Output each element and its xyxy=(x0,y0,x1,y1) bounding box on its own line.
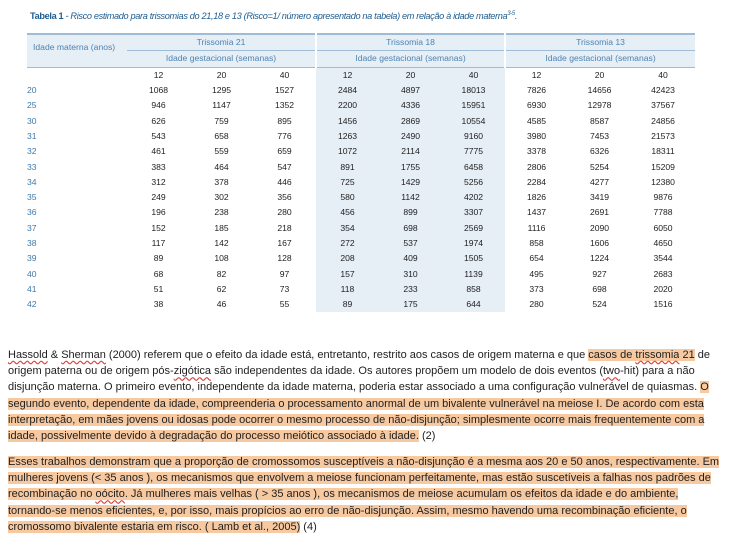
value-cell: 1263 xyxy=(316,129,379,144)
value-cell: 446 xyxy=(277,176,292,187)
risk-table xyxy=(27,33,695,312)
table-row xyxy=(27,144,695,159)
value-cell: 1139 xyxy=(442,266,505,281)
age-cell: 34 xyxy=(27,176,37,187)
value-cell: 2020 xyxy=(653,283,673,294)
table-row xyxy=(27,251,695,266)
value-cell: 1974 xyxy=(442,236,505,251)
text-run: de origem paterna ou de origem pós- xyxy=(8,349,710,378)
value-cell: 7826 xyxy=(526,85,547,96)
age-cell: 31 xyxy=(27,130,37,141)
value-cell: 409 xyxy=(379,251,442,266)
week-header: 40 xyxy=(442,67,505,83)
value-cell: 280 xyxy=(529,299,544,310)
table-row xyxy=(27,175,695,190)
value-cell: 580 xyxy=(316,190,379,205)
table-row xyxy=(27,282,695,297)
value-cell: 776 xyxy=(277,130,292,141)
value-cell: 24856 xyxy=(651,115,675,126)
age-cell: 20 xyxy=(27,85,37,96)
value-cell: 6326 xyxy=(589,146,610,157)
value-cell: 2691 xyxy=(589,207,610,218)
value-cell: 2683 xyxy=(653,268,673,279)
value-cell: 2114 xyxy=(379,144,442,159)
table-row xyxy=(27,129,695,144)
author-sherman: Sherman xyxy=(61,349,106,361)
value-cell: 18013 xyxy=(442,83,505,98)
text-run: são independentes da idade. Os autores propõem um modelo de dois eventos ( xyxy=(211,365,603,378)
value-cell: 128 xyxy=(277,253,292,264)
group-header-trissomia-13: Trissomia 13 xyxy=(505,34,695,51)
value-cell: 1437 xyxy=(526,207,547,218)
week-header: 20 xyxy=(379,67,442,83)
text-run: & xyxy=(47,349,62,361)
age-cell: 42 xyxy=(27,299,37,310)
value-cell: 899 xyxy=(379,205,442,220)
table-caption-refs: 3-5 xyxy=(507,11,515,17)
value-cell: 524 xyxy=(592,299,607,310)
value-cell: 895 xyxy=(277,115,292,126)
value-cell: 4897 xyxy=(379,83,442,98)
value-cell: 12380 xyxy=(651,176,675,187)
value-cell: 7775 xyxy=(442,144,505,159)
subheader-gestational-age-18: Idade gestacional (semanas) xyxy=(316,51,505,67)
value-cell: 4202 xyxy=(442,190,505,205)
value-cell: 51 xyxy=(153,283,164,294)
value-cell: 3980 xyxy=(526,130,547,141)
value-cell: 4650 xyxy=(653,238,673,248)
paragraph-1 xyxy=(8,347,722,444)
highlight-run: Esses trabalhos demonstram que a proporção de cromossomos susceptíveis a não-disjunção é a mesma aos 20 e 50 anos, respectivamente. Em mulheres jovens (< 35 anos ), os mecanismos que envolvem a meiose funcionam perfeitamente, mas estão suscetíveis a falhas nos padrões de recombinação no xyxy=(8,456,720,501)
value-cell: 5256 xyxy=(442,175,505,190)
value-cell: 14656 xyxy=(587,85,612,96)
table-caption-label: Tabela 1 xyxy=(30,11,64,22)
word-two: two xyxy=(603,365,621,378)
value-cell: 117 xyxy=(151,238,166,248)
value-cell: 759 xyxy=(214,115,229,126)
highlight-run: casos de xyxy=(588,349,636,361)
value-cell: 310 xyxy=(379,266,442,281)
value-cell: 2484 xyxy=(316,83,379,98)
age-cell: 38 xyxy=(27,238,37,248)
value-cell: 89 xyxy=(153,253,164,264)
value-cell: 6458 xyxy=(442,159,505,174)
value-cell: 249 xyxy=(151,192,166,203)
value-cell: 196 xyxy=(151,207,166,218)
value-cell: 1116 xyxy=(527,222,546,233)
value-cell: 108 xyxy=(214,253,229,264)
age-cell: 40 xyxy=(27,268,37,279)
week-header: 12 xyxy=(316,67,379,83)
table-row xyxy=(27,98,695,113)
week-header: 40 xyxy=(279,69,290,80)
value-cell: 9160 xyxy=(442,129,505,144)
value-cell: 2806 xyxy=(526,161,547,172)
value-cell: 1352 xyxy=(274,100,295,111)
value-cell: 55 xyxy=(279,299,290,310)
highlight-run: O segundo evento, dependente da idade, compreenderia o processamento anormal de um bivalente vulnerável na meiose I. De acordo com esta interpretação, em mães jovens ou idosas pode ocorrer o mesmo processo de não-disjunção; simplesmente ocorre mais frequentemente com a idade, possivelmente devido à degradação do processo meiótico associado à idade. xyxy=(8,381,709,443)
value-cell: 185 xyxy=(214,222,229,233)
week-header: 12 xyxy=(153,69,164,80)
value-cell: 312 xyxy=(151,176,166,187)
value-cell: 7788 xyxy=(653,207,673,218)
value-cell: 1142 xyxy=(379,190,442,205)
value-cell: 547 xyxy=(277,161,292,172)
table-row xyxy=(27,221,695,236)
week-header: 40 xyxy=(658,69,668,80)
value-cell: 97 xyxy=(279,268,290,279)
value-cell: 559 xyxy=(214,146,229,157)
value-cell: 280 xyxy=(277,207,292,218)
value-cell: 142 xyxy=(214,238,229,248)
value-cell: 38 xyxy=(153,299,164,310)
value-cell: 68 xyxy=(153,268,164,279)
word-oocito: oócito xyxy=(95,488,125,501)
value-cell: 272 xyxy=(316,236,379,251)
value-cell: 1068 xyxy=(148,85,169,96)
value-cell: 2490 xyxy=(379,129,442,144)
value-cell: 62 xyxy=(216,283,227,294)
subheader-gestational-age-13: Idade gestacional (semanas) xyxy=(505,51,695,67)
value-cell: 82 xyxy=(216,268,227,279)
value-cell: 175 xyxy=(379,297,442,312)
risk-table-body xyxy=(27,83,695,312)
age-cell: 41 xyxy=(27,283,37,294)
value-cell: 626 xyxy=(151,115,166,126)
value-cell: 4336 xyxy=(379,98,442,113)
highlight-run: trissomia xyxy=(635,349,680,361)
value-cell: 73 xyxy=(279,283,290,294)
age-cell: 25 xyxy=(27,100,37,111)
value-cell: 644 xyxy=(442,297,505,312)
value-cell: 157 xyxy=(316,266,379,281)
value-cell: 42423 xyxy=(651,85,675,96)
value-cell: 21573 xyxy=(651,130,675,141)
value-cell: 6930 xyxy=(526,100,547,111)
value-cell: 1527 xyxy=(274,85,295,96)
value-cell: 9876 xyxy=(653,192,673,203)
reference: (2) xyxy=(418,430,436,443)
paragraph-2 xyxy=(8,454,722,535)
value-cell: 2200 xyxy=(316,98,379,113)
week-header: 20 xyxy=(216,69,227,80)
value-cell: 1295 xyxy=(211,85,232,96)
value-cell: 18311 xyxy=(651,146,675,157)
value-cell: 1755 xyxy=(379,159,442,174)
value-cell: 927 xyxy=(592,268,607,279)
value-cell: 2869 xyxy=(379,113,442,128)
age-cell: 35 xyxy=(27,192,37,203)
value-cell: 1505 xyxy=(442,251,505,266)
value-cell: 1147 xyxy=(212,100,231,111)
value-cell: 6050 xyxy=(653,222,673,233)
age-cell: 39 xyxy=(27,253,37,264)
value-cell: 354 xyxy=(316,221,379,236)
value-cell: 461 xyxy=(151,146,166,157)
value-cell: 891 xyxy=(316,159,379,174)
value-cell: 858 xyxy=(529,238,544,248)
table-caption-text: - Risco estimado para trissomias do 21,18 e 13 (Risco=1/ número apresentado na tabela) em relação à idade materna xyxy=(63,11,508,22)
value-cell: 698 xyxy=(592,283,607,294)
value-cell: 383 xyxy=(151,161,166,172)
weeks-row-spacer xyxy=(27,67,127,83)
value-cell: 464 xyxy=(214,161,229,172)
value-cell: 1456 xyxy=(316,113,379,128)
value-cell: 152 xyxy=(151,222,166,233)
value-cell: 2284 xyxy=(526,176,547,187)
value-cell: 167 xyxy=(277,238,292,248)
value-cell: 208 xyxy=(316,251,379,266)
table-row xyxy=(27,266,695,281)
value-cell: 118 xyxy=(316,282,379,297)
group-header-trissomia-18: Trissomia 18 xyxy=(316,34,505,51)
table-caption-end: . xyxy=(514,11,518,22)
value-cell: 4585 xyxy=(526,115,547,126)
value-cell: 1072 xyxy=(316,144,379,159)
age-cell: 32 xyxy=(27,146,37,157)
value-cell: 1516 xyxy=(653,299,673,310)
value-cell: 1429 xyxy=(379,175,442,190)
table-row xyxy=(27,113,695,128)
value-cell: 15951 xyxy=(442,98,505,113)
value-cell: 2569 xyxy=(442,221,505,236)
value-cell: 8587 xyxy=(589,115,610,126)
value-cell: 89 xyxy=(316,297,379,312)
highlight-run: . Já mulheres mais velhas ( > 35 anos ), os mecanismos de meiose acumulam os efeitos da idade e do ambiente, tornando-se menos eficientes, e, por isso, mais propícios ao erro de não-disjunção. Assim, mesmo havendo uma recombinação eficiente, o cromossomo bivalente estaria em risco. ( Lamb et al., 2005) xyxy=(8,488,687,533)
value-cell: 373 xyxy=(529,283,544,294)
value-cell: 378 xyxy=(214,176,229,187)
value-cell: 858 xyxy=(442,282,505,297)
value-cell: 37567 xyxy=(651,100,675,111)
age-cell: 33 xyxy=(27,161,37,172)
value-cell: 946 xyxy=(151,100,166,111)
value-cell: 698 xyxy=(379,221,442,236)
value-cell: 495 xyxy=(529,268,544,279)
author-hassold: Hassold xyxy=(8,349,48,361)
table-row xyxy=(27,205,695,220)
table-row xyxy=(27,297,695,312)
value-cell: 659 xyxy=(277,146,292,157)
subheader-gestational-age-21: Idade gestacional (semanas) xyxy=(127,51,316,67)
value-cell: 238 xyxy=(214,207,229,218)
age-column-header: Idade materna (anos) xyxy=(27,34,127,67)
value-cell: 2090 xyxy=(589,222,610,233)
value-cell: 3419 xyxy=(589,192,610,203)
value-cell: 537 xyxy=(379,236,442,251)
value-cell: 10554 xyxy=(442,113,505,128)
value-cell: 3307 xyxy=(442,205,505,220)
value-cell: 356 xyxy=(277,192,292,203)
value-cell: 456 xyxy=(316,205,379,220)
value-cell: 725 xyxy=(316,175,379,190)
value-cell: 218 xyxy=(277,222,292,233)
age-cell: 36 xyxy=(27,207,37,218)
table-row xyxy=(27,159,695,174)
value-cell: 543 xyxy=(151,130,166,141)
age-cell: 30 xyxy=(27,115,37,126)
text-run: -hit) para a não disjunção materna. O primeiro evento, independente da idade materna, poderia estar associado a uma configuração vulnerável de quiasmas. xyxy=(8,365,701,394)
group-header-trissomia-21: Trissomia 21 xyxy=(127,34,316,51)
week-header: 20 xyxy=(594,69,605,80)
word-zigotica: zigótica xyxy=(173,365,212,378)
value-cell: 46 xyxy=(216,299,227,310)
value-cell: 15209 xyxy=(651,161,675,172)
value-cell: 1224 xyxy=(589,253,610,264)
value-cell: 12978 xyxy=(587,100,612,111)
highlight-run: 21 xyxy=(679,349,695,361)
value-cell: 1826 xyxy=(526,192,547,203)
value-cell: 4277 xyxy=(589,176,610,187)
value-cell: 5254 xyxy=(589,161,610,172)
table-row xyxy=(27,236,695,251)
value-cell: 233 xyxy=(379,282,442,297)
value-cell: 1606 xyxy=(589,238,610,248)
table-caption xyxy=(30,11,517,21)
value-cell: 3378 xyxy=(526,146,547,157)
text-run: (2000) referem que o efeito da idade está, entretanto, restrito aos casos de origem materna e que xyxy=(105,349,589,361)
value-cell: 7453 xyxy=(589,130,610,141)
value-cell: 654 xyxy=(529,253,544,264)
age-cell: 37 xyxy=(27,222,37,233)
reference: (4) xyxy=(300,520,317,533)
value-cell: 302 xyxy=(214,192,229,203)
table-row xyxy=(27,190,695,205)
table-row xyxy=(27,83,695,98)
value-cell: 658 xyxy=(214,130,229,141)
week-header: 12 xyxy=(531,69,542,80)
value-cell: 3544 xyxy=(653,253,673,264)
